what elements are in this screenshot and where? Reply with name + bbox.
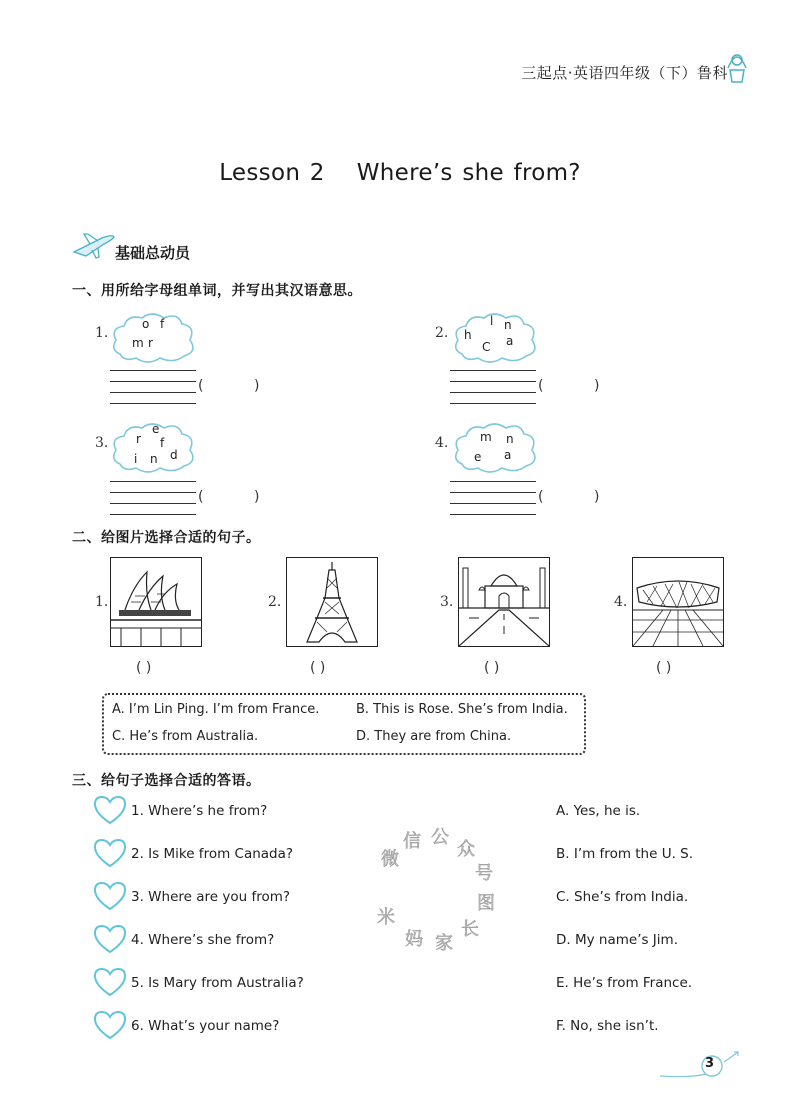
q2-picture-4-answer: ( ) bbox=[656, 660, 672, 676]
watermark-char: 家 bbox=[435, 933, 453, 954]
lesson-topic: Where’s she from? bbox=[356, 160, 581, 186]
q1-item-4-cloud bbox=[450, 420, 540, 476]
answer-paren-open: ( bbox=[538, 489, 544, 505]
q3-question: 3. Where are you from? bbox=[131, 889, 291, 905]
q1-item-1-number: 1. bbox=[95, 325, 109, 341]
heart-answer-box-icon[interactable] bbox=[93, 881, 127, 915]
eiffel-tower-icon bbox=[286, 557, 378, 647]
q3-answer: A. Yes, he is. bbox=[556, 803, 641, 819]
watermark-char: 众 bbox=[457, 839, 475, 860]
q3-question: 6. What’s your name? bbox=[131, 1018, 280, 1034]
birds-nest-stadium-icon bbox=[632, 557, 724, 647]
q1-item-2-number: 2. bbox=[435, 325, 449, 341]
cloud-letter: n bbox=[506, 432, 514, 446]
cloud-letter: C bbox=[482, 340, 491, 354]
watermark-stamp bbox=[360, 825, 500, 965]
sydney-opera-house-icon bbox=[110, 557, 202, 647]
cloud-letter: n bbox=[150, 452, 158, 466]
answer-paren-open: ( bbox=[198, 378, 204, 394]
q2-picture-3-number: 3. bbox=[440, 594, 454, 610]
q1-item-3-cloud bbox=[108, 420, 198, 476]
answer-paren-close: ) bbox=[594, 489, 600, 505]
answer-paren-close: ) bbox=[254, 489, 260, 505]
q2-option-c: C. He’s from Australia. bbox=[112, 729, 259, 744]
q1-item-4-number: 4. bbox=[435, 435, 449, 451]
cloud-letter: o bbox=[142, 317, 150, 331]
q2-picture-2-number: 2. bbox=[268, 594, 282, 610]
heart-answer-box-icon[interactable] bbox=[93, 838, 127, 872]
header-text: 三起点·英语四年级（下）鲁科 bbox=[521, 64, 728, 82]
cloud-letter: m bbox=[480, 430, 492, 444]
heart-answer-box-icon[interactable] bbox=[93, 967, 127, 1001]
lesson-title bbox=[0, 160, 800, 186]
book-logo-icon bbox=[726, 46, 748, 90]
watermark-char: 米 bbox=[377, 907, 395, 928]
lesson-number: Lesson 2 bbox=[219, 160, 325, 186]
q2-options-box bbox=[102, 693, 586, 755]
q3-answer: D. My name’s Jim. bbox=[556, 932, 678, 948]
watermark-char: 微 bbox=[381, 849, 399, 870]
answer-paren-open: ( bbox=[198, 489, 204, 505]
q2-picture-4-number: 4. bbox=[614, 594, 628, 610]
q3-question: 1. Where’s he from? bbox=[131, 803, 268, 819]
cloud-letter: r bbox=[148, 336, 153, 350]
q2-option-b: B. This is Rose. She’s from India. bbox=[356, 702, 568, 717]
q1-item-1-cloud bbox=[108, 310, 198, 366]
cloud-letter: h bbox=[464, 328, 472, 342]
q3-answer: E. He’s from France. bbox=[556, 975, 693, 991]
q3-title: 三、给句子选择合适的答语。 bbox=[72, 773, 261, 789]
cloud-letter: e bbox=[474, 450, 482, 464]
q2-title: 二、给图片选择合适的句子。 bbox=[72, 530, 261, 546]
answer-paren-open: ( bbox=[538, 378, 544, 394]
cloud-letter: f bbox=[160, 436, 165, 450]
heart-answer-box-icon[interactable] bbox=[93, 924, 127, 958]
watermark-char: 长 bbox=[461, 919, 479, 940]
heart-answer-box-icon[interactable] bbox=[93, 1010, 127, 1044]
q2-option-d: D. They are from China. bbox=[356, 729, 512, 744]
q1-item-2-cloud bbox=[450, 310, 540, 366]
airplane-icon bbox=[72, 230, 116, 264]
cloud-letter: d bbox=[170, 448, 178, 462]
q2-picture-1-number: 1. bbox=[95, 594, 109, 610]
cloud-letter: e bbox=[152, 422, 160, 436]
q3-answer: C. She’s from India. bbox=[556, 889, 689, 905]
heart-answer-box-icon[interactable] bbox=[93, 795, 127, 829]
q3-answer: B. I’m from the U. S. bbox=[556, 846, 694, 862]
q2-option-a: A. I’m Lin Ping. I’m from France. bbox=[112, 702, 320, 717]
answer-paren-close: ) bbox=[594, 378, 600, 394]
cloud-letter: n bbox=[504, 318, 512, 332]
section-banner: 基础总动员 bbox=[115, 244, 191, 262]
watermark-char: 妈 bbox=[405, 929, 423, 950]
answer-paren-close: ) bbox=[254, 378, 260, 394]
q3-answer: F. No, she isn’t. bbox=[556, 1018, 659, 1034]
q3-question: 5. Is Mary from Australia? bbox=[131, 975, 304, 991]
q2-picture-1-answer: ( ) bbox=[136, 660, 152, 676]
cloud-letter: r bbox=[136, 432, 141, 446]
q3-question: 2. Is Mike from Canada? bbox=[131, 846, 294, 862]
watermark-char: 号 bbox=[475, 863, 493, 884]
cloud-letter: a bbox=[506, 334, 514, 348]
page-number: 3 bbox=[705, 1056, 715, 1071]
q2-picture-3-answer: ( ) bbox=[484, 660, 500, 676]
q1-title: 一、用所给字母组单词，并写出其汉语意思。 bbox=[72, 283, 362, 299]
watermark-char: 信 bbox=[403, 831, 421, 852]
q3-question: 4. Where’s she from? bbox=[131, 932, 275, 948]
watermark-char: 公 bbox=[431, 827, 449, 848]
q2-picture-2-answer: ( ) bbox=[310, 660, 326, 676]
taj-mahal-icon bbox=[458, 557, 550, 647]
cloud-letter: i bbox=[134, 452, 138, 466]
cloud-letter: l bbox=[490, 314, 494, 328]
watermark-char: 图 bbox=[477, 893, 495, 914]
cloud-letter: f bbox=[160, 317, 165, 331]
cloud-letter: a bbox=[504, 448, 512, 462]
cloud-letter: m bbox=[132, 336, 144, 350]
q1-item-3-number: 3. bbox=[95, 435, 109, 451]
